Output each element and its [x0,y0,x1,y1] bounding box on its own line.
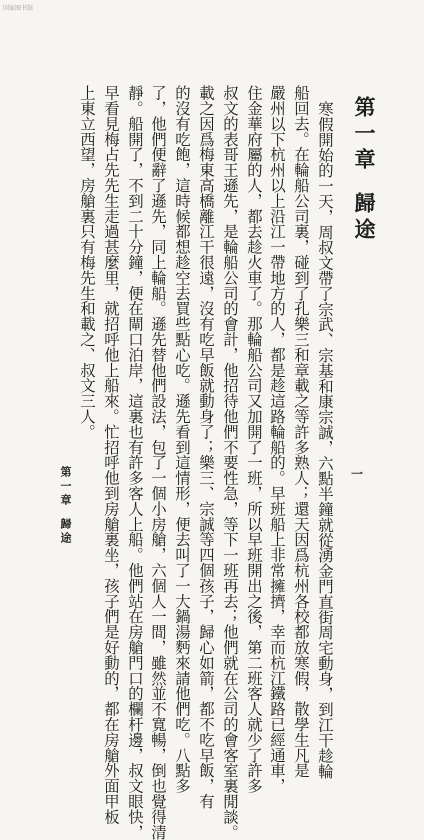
text-column-5: 叔文的表哥王遜先，是輪船公司的會計，他招待他們不要性急，等下一班再去；他們就在公司的會客室裏閒談。 [221,85,239,840]
text-column-7: 的沒有吃飽，這時候都想趁空去買些點心吃。遜先看到這情形，便去叫了一大鍋湯麪來請他們吃。八點多 [173,85,191,794]
page-number: 一 [351,467,364,481]
text-column-3: 嚴州以下杭州以上沿江一帶地方的人，都是趁這路輪船的。早班船上非常擁擠，幸而杭江鐵路已經通車， [268,85,286,794]
text-column-9: 靜。船開了，不到二十分鐘，便在閘口泊岸，這裏也有許多客人上船。他們站在房艙門口的欄杆邊，叔文眼快， [126,85,144,840]
text-column-8: 了，他們便辭了遜先，同上輪船。遜先替他們設法，包了一個小房艙，六個人一間，雖然並不寬暢，倒也覺得清 [149,85,167,840]
library-watermark: 国家图书馆 [3,5,34,12]
text-column-6: 載之因爲梅東高橋離江干很遠，沒有吃早飯就動身了；樂三、宗誠等四個孩子，歸心如箭，都不吃早飯，有 [197,85,215,809]
footer-name: 歸途 [59,518,72,546]
text-column-11: 上東立西望，房艙裏只有梅先生和載之、叔文三人。 [78,85,96,440]
footer-chapter: 第一章 [59,466,72,508]
text-column-10: 早看見梅占先先生走過甚麼里，就招呼他上船來。忙招呼他到房艙裏坐，孩子們是好動的，都在房艙外面甲板 [102,85,120,825]
running-footer [57,466,73,546]
chapter-title [349,96,379,244]
text-column-4: 住金華府屬的人，都去趁火車了。那輪船公司又加開了一班，所以早班開出之後，第二班客人就少了許多 [245,85,263,794]
chapter-name: 歸途 [352,192,377,244]
chapter-number: 第一章 [352,96,377,174]
text-column-1: 寒假開始的一天，周叔文帶了宗武、宗基和康宗誠，六點半鐘就從湧金門直街周宅動身，到江干趁輪 [316,101,334,779]
text-column-2: 船回去。在輪船公司裏，碰到了孔樂三和章載之等許多熟人；還天因爲杭州各校都放寒假，散學生凡是 [292,85,310,778]
